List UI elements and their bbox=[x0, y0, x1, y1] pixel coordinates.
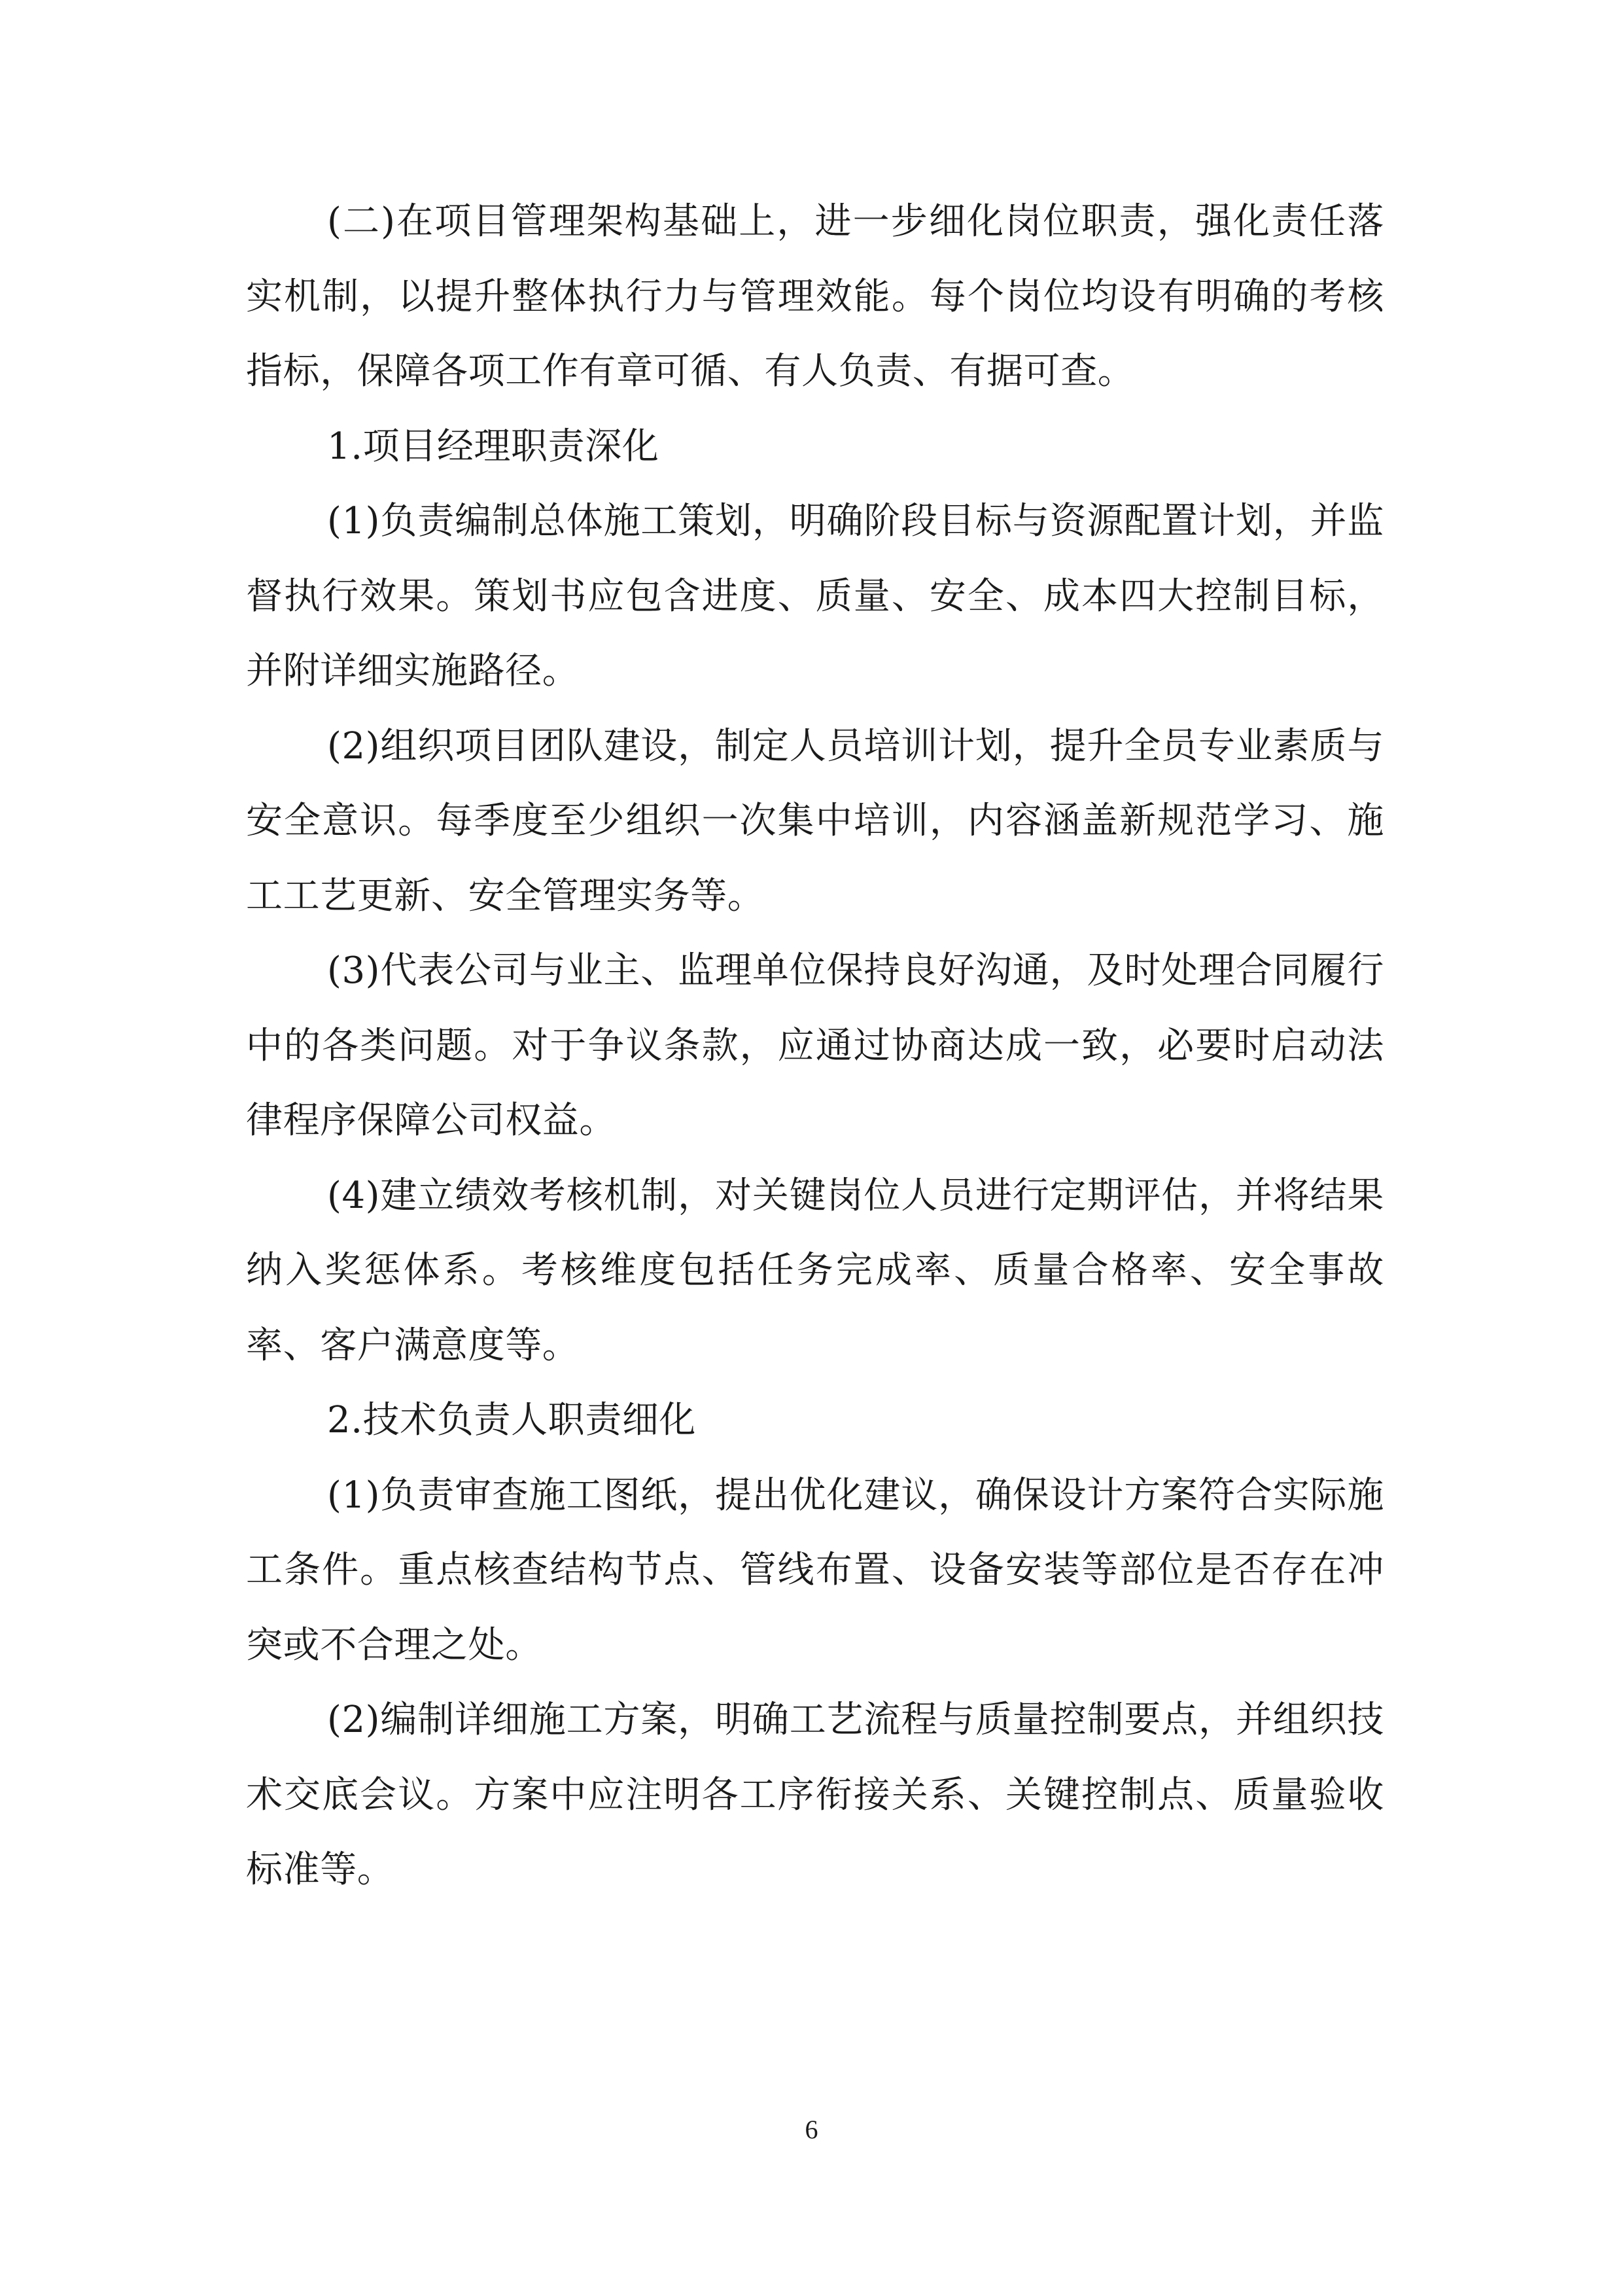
pm-duty-4-paragraph: (4)建立绩效考核机制，对关键岗位人员进行定期评估，并将结果纳入奖惩体系。考核维度包括任务完成率、质量合格率、安全事故率、客户满意度等。 bbox=[246, 1174, 1384, 1367]
tech-duty-2-paragraph: (2)编制详细施工方案，明确工艺流程与质量控制要点，并组织技术交底会议。方案中应注明各工序衔接关系、关键控制点、质量验收标准等。 bbox=[246, 1699, 1384, 1891]
page-number: 6 bbox=[805, 2115, 818, 2144]
section-intro-paragraph: (二)在项目管理架构基础上，进一步细化岗位职责，强化责任落实机制，以提升整体执行力与管理效能。每个岗位均设有明确的考核指标，保障各项工作有章可循、有人负责、有据可查。 bbox=[246, 200, 1384, 393]
tech-duty-1-paragraph: (1)负责审查施工图纸，提出优化建议，确保设计方案符合实际施工条件。重点核查结构节点、管线布置、设备安装等部位是否存在冲突或不合理之处。 bbox=[246, 1474, 1384, 1667]
heading-technical-lead-duties: 2.技术负责人职责细化 bbox=[327, 1399, 697, 1441]
document-body bbox=[246, 185, 1384, 1908]
pm-duty-2-paragraph: (2)组织项目团队建设，制定人员培训计划，提升全员专业素质与安全意识。每季度至少组织一次集中培训，内容涵盖新规范学习、施工工艺更新、安全管理实务等。 bbox=[246, 724, 1384, 917]
pm-duty-1-paragraph: (1)负责编制总体施工策划，明确阶段目标与资源配置计划，并监督执行效果。策划书应包含进度、质量、安全、成本四大控制目标，并附详细实施路径。 bbox=[246, 500, 1384, 692]
pm-duty-3-paragraph: (3)代表公司与业主、监理单位保持良好沟通，及时处理合同履行中的各类问题。对于争议条款，应通过协商达成一致，必要时启动法律程序保障公司权益。 bbox=[246, 949, 1384, 1142]
heading-project-manager-duties: 1.项目经理职责深化 bbox=[327, 425, 659, 468]
